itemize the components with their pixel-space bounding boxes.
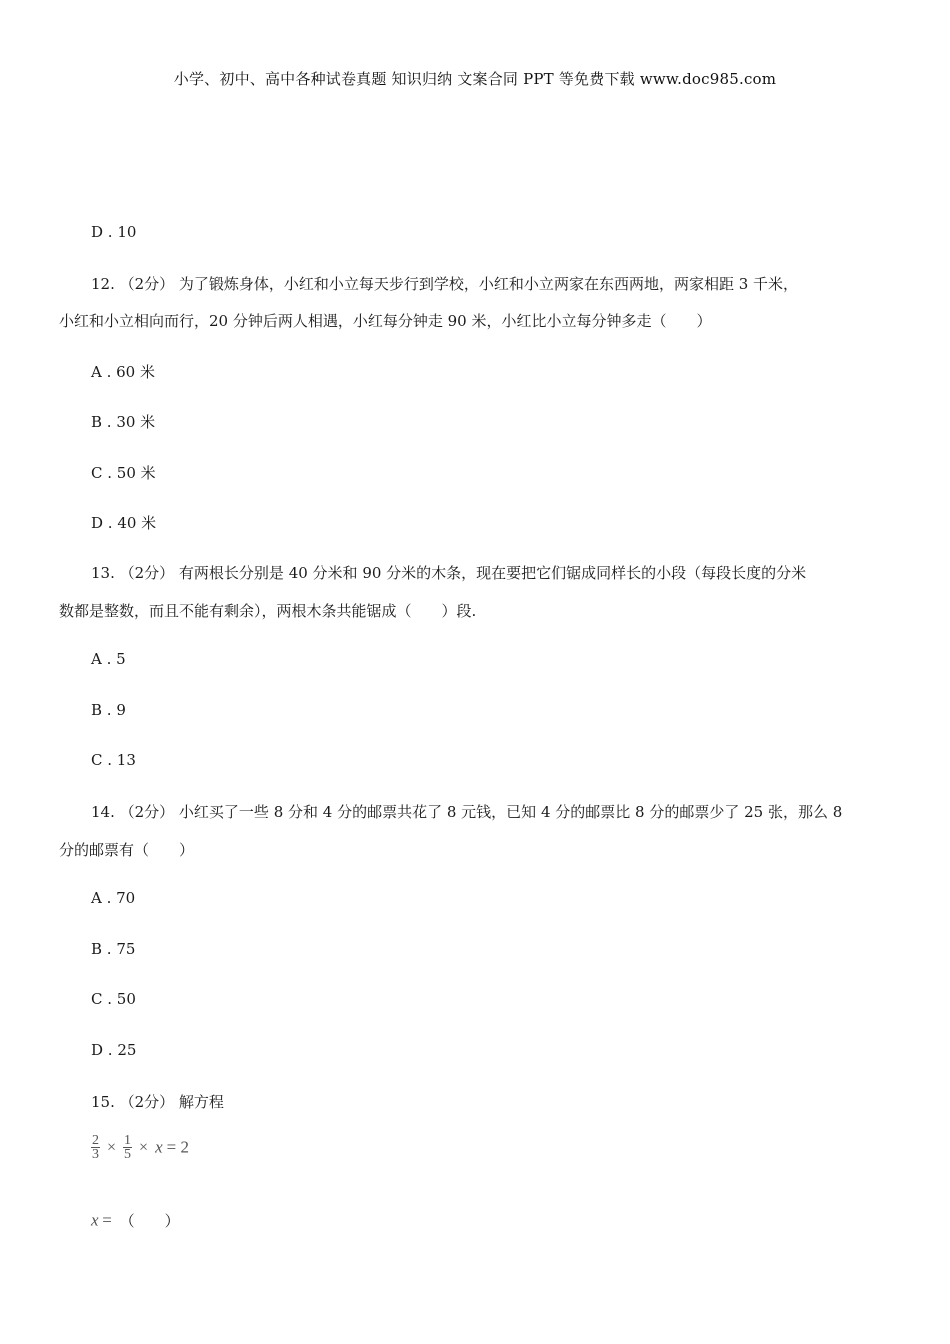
times-sign: ×	[107, 1138, 117, 1156]
question-13-line2: 数都是整数，而且不能有剩余），两根木条共能锯成（ ）段.	[59, 602, 477, 620]
question-13-option-c[interactable]: C . 13	[91, 751, 136, 769]
equals-two: = 2	[166, 1137, 189, 1157]
fraction-one-fifth: $\frac{1}{5}$	[124, 1133, 132, 1162]
times-sign: ×	[139, 1138, 149, 1156]
variable-x: x	[155, 1137, 163, 1157]
answer-equals: =	[102, 1210, 112, 1230]
question-13-option-b[interactable]: B . 9	[91, 701, 126, 719]
answer-variable-x: x	[91, 1210, 99, 1230]
question-15-line1: 15. （2分） 解方程	[91, 1093, 224, 1111]
question-13-line1: 13. （2分） 有两根长分别是 40 分米和 90 分米的木条，现在要把它们锯成同样长的小段（每段长度的分米	[91, 564, 807, 582]
question-12-line1: 12. （2分） 为了锻炼身体，小红和小立每天步行到学校，小红和小立两家在东西两地，两家相距 3 千米，	[91, 275, 799, 293]
question-12-option-b[interactable]: B . 30 米	[91, 413, 156, 431]
equation	[91, 1134, 189, 1161]
question-12-option-d[interactable]: D . 40 米	[91, 514, 157, 532]
question-13-option-a[interactable]: A . 5	[91, 650, 126, 668]
option-d-prev: D . 10	[91, 223, 137, 241]
question-12-option-c[interactable]: C . 50 米	[91, 464, 156, 482]
fraction-two-thirds: $\frac{2}{3}$	[92, 1133, 99, 1162]
page-header: 小学、初中、高中各种试卷真题 知识归纳 文案合同 PPT 等免费下载 www.doc985.com	[173, 70, 777, 88]
question-14-option-a[interactable]: A . 70	[91, 889, 136, 907]
question-14-option-c[interactable]: C . 50	[91, 990, 136, 1008]
question-14-option-b[interactable]: B . 75	[91, 940, 136, 958]
question-14-line1: 14. （2分） 小红买了一些 8 分和 4 分的邮票共花了 8 元钱，已知 4 分的邮票比 8 分的邮票少了 25 张，那么 8	[91, 803, 843, 821]
answer-blank[interactable]: （ ）	[119, 1212, 180, 1230]
question-12-option-a[interactable]: A . 60 米	[91, 363, 155, 381]
answer-line	[91, 1210, 180, 1231]
question-14-option-d[interactable]: D . 25	[91, 1041, 137, 1059]
question-12-line2: 小红和小立相向而行，20 分钟后两人相遇，小红每分钟走 90 米，小红比小立每分钟多走（ ）	[59, 312, 712, 330]
question-14-line2: 分的邮票有（ ）	[59, 841, 195, 859]
